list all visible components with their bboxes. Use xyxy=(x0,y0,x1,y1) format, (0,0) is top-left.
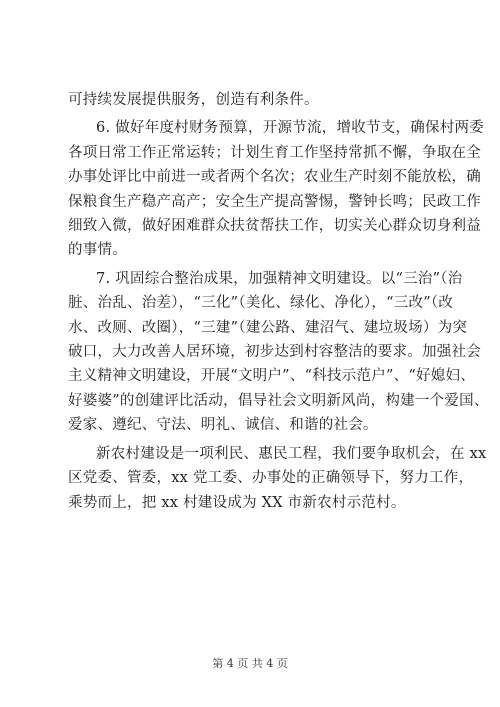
text-line: 可持续发展提供服务，创造有利条件。 xyxy=(68,92,319,108)
text-line: 水、改厕、改圈），“三建”（建公路、建沼气、建垃圾场）为突 xyxy=(68,319,468,336)
text-line: 好婆婆”的创建评比活动，倡导社会文明新风尚，构建一个爱国、 xyxy=(68,392,489,409)
text-line: 细致入微，做好困难群众扶贫帮扶工作，切实关心群众切身利益 xyxy=(68,218,481,235)
text-line: 保粮食生产稳产高产；安全生产提高警惕，警钟长鸣；民政工作 xyxy=(68,193,481,210)
list-item-7 xyxy=(68,267,489,438)
text-line: 脏、治乱、治差），“三化”（美化、绿化、净化），“三改”（改 xyxy=(68,295,454,312)
text-line: 乘势而上，把 xx 村建设成为 XX 市新农村示范村。 xyxy=(68,494,406,511)
text-line: 的事情。 xyxy=(68,242,127,259)
text-line: 新农村建设是一项利民、惠民工程，我们要争取机会，在 xx xyxy=(96,445,487,462)
text-line: 区党委、管委，xx 党工委、办事处的正确领导下，努力工作， xyxy=(68,470,474,487)
text-line: 破口，大力改善人居环境，初步达到村容整洁的要求。加强社会 xyxy=(68,344,481,361)
page-number-footer: 第 4 页 共 4 页 xyxy=(212,657,288,670)
paragraph-continuation xyxy=(68,88,440,112)
text-line: 7. 巩固综合整治成果，加强精神文明建设。以“三治”（治 xyxy=(96,270,463,287)
text-line: 各项日常工作正常运转；计划生育工作坚持常抓不懈，争取在全 xyxy=(68,144,481,161)
conclusion-paragraph xyxy=(68,442,487,515)
document-body xyxy=(68,88,489,515)
text-line: 办事处评比中前进一或者两个名次；农业生产时刻不能放松，确 xyxy=(68,169,481,186)
text-line: 6. 做好年度村财务预算，开源节流，增收节支，确保村两委 xyxy=(96,120,484,137)
text-line: 主义精神文明建设，开展“文明户”、“科技示范户”、“好媳妇、 xyxy=(68,368,476,385)
text-line: 爱家、遵纪、守法、明礼、诚信、和谐的社会。 xyxy=(68,417,378,434)
list-item-6 xyxy=(68,116,484,262)
